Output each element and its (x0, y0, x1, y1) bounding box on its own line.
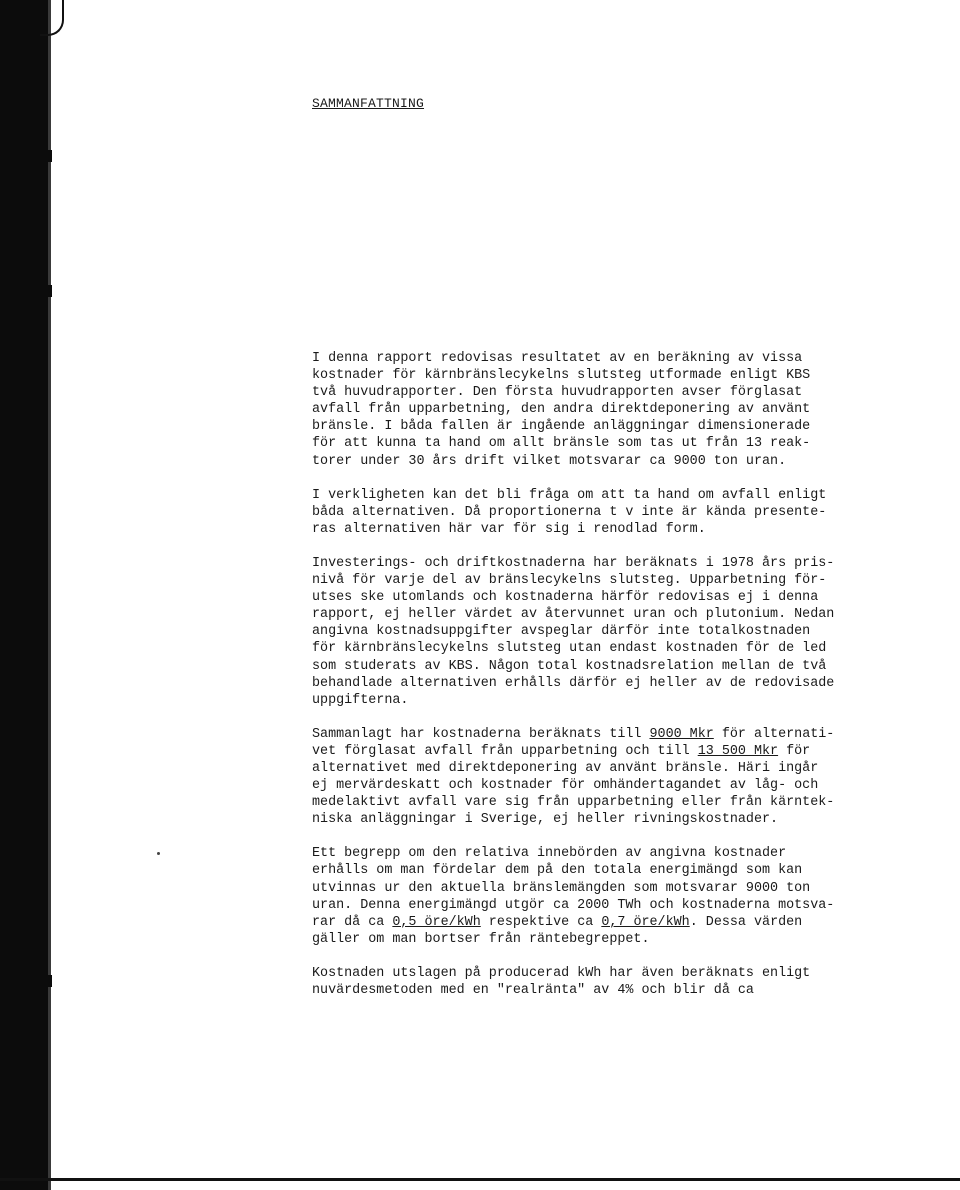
binding-strip (0, 0, 48, 1190)
text-line: uran. Denna energimängd utgör ca 2000 TWh och kostnaderna motsva- (312, 897, 835, 913)
cost-figure: 0,5 öre/kWh (392, 914, 481, 930)
text-line: för att kunna ta hand om allt bränsle som tas ut från 13 reak- (312, 436, 811, 452)
scan-speck (157, 852, 160, 855)
binding-edge (48, 0, 51, 1190)
text-line: behandlade alternativen erhålls därför ej heller av de redovisade (312, 675, 835, 691)
text-line: uppgifterna. (312, 692, 409, 708)
text-line: I verkligheten kan det bli fråga om att ta hand om avfall enligt (312, 487, 827, 503)
text-line: alternativet med direktdeponering av använt bränsle. Häri ingår (312, 760, 819, 776)
text-line: bränsle. I båda fallen är ingående anläggningar dimensionerade (312, 419, 811, 435)
text-line: utses ske utomlands och kostnaderna härför redovisas ej i denna (312, 590, 819, 606)
text-line: för kärnbränslecykelns slutsteg utan endast kostnaden för de led (312, 641, 827, 657)
text-line: nivå för varje del av bränslecykelns slutsteg. Upparbetning för- (312, 573, 827, 589)
page-title: SAMMANFATTNING (312, 96, 425, 111)
paragraph (312, 845, 872, 948)
scan-corner-mark (40, 0, 64, 36)
text-line: medelaktivt avfall vare sig från upparbetning eller från kärntek- (312, 795, 835, 811)
binding-notch (44, 285, 52, 297)
text-line: två huvudrapporter. Den första huvudrapporten avser förglasat (312, 385, 803, 401)
text-line: avfall från upparbetning, den andra direktdeponering av använt (312, 402, 811, 418)
text-line: erhålls om man fördelar dem på den totala energimängd som kan (312, 863, 803, 879)
text-line: gäller om man bortser från räntebegreppet. (312, 931, 650, 947)
text-line: Sammanlagt har kostnaderna beräknats till 9000 Mkr för alternati- (312, 726, 835, 742)
text-line: kostnader för kärnbränslecykelns slutsteg utformade enligt KBS (312, 368, 811, 384)
text-line: angivna kostnadsuppgifter avspeglar därför inte totalkostnaden (312, 624, 811, 640)
text-line: I denna rapport redovisas resultatet av en beräkning av vissa (312, 351, 803, 366)
cost-figure: 13 500 Mkr (697, 743, 779, 759)
text-line: Ett begrepp om den relativa innebörden av angivna kostnader (312, 846, 787, 862)
text-line: vet förglasat avfall från upparbetning och till 13 500 Mkr för (312, 743, 811, 759)
text-line: rapport, ej heller värdet av återvunnet uran och plutonium. Nedan (312, 607, 835, 623)
text-line: torer under 30 års drift vilket motsvarar ca 9000 ton uran. (312, 453, 787, 469)
text-line: ej mervärdeskatt och kostnader för omhändertagandet av låg- och (312, 778, 819, 794)
text-line: Investerings- och driftkostnaderna har beräknats i 1978 års pris- (312, 555, 835, 571)
text-line: båda alternativen. Då proportionerna t v inte är kända presente- (312, 504, 827, 520)
text-line: nuvärdesmetoden med en "realränta" av 4% och blir då ca (312, 983, 754, 998)
text-line: rar då ca 0,5 öre/kWh respektive ca 0,7 öre/kWh. Dessa värden (312, 914, 803, 930)
cost-figure: 9000 Mkr (649, 726, 714, 742)
cost-figure: 0,7 öre/kWh (601, 914, 690, 930)
text-line: ras alternativen här var för sig i renodlad form. (312, 521, 706, 537)
paragraph (312, 555, 872, 709)
page-bottom-rule (0, 1178, 960, 1181)
text-line: niska anläggningar i Sverige, ej heller rivningskostnader. (312, 812, 779, 828)
binding-notch (44, 975, 52, 987)
paragraph (312, 965, 872, 999)
text-line: Kostnaden utslagen på producerad kWh har även beräknats enligt (312, 965, 811, 981)
summary-body (312, 350, 872, 1016)
paragraph (312, 487, 872, 538)
paragraph (312, 726, 872, 829)
paragraph (312, 350, 872, 470)
binding-notch (44, 150, 52, 162)
text-line: som studerats av KBS. Någon total kostnadsrelation mellan de två (312, 658, 827, 674)
text-line: utvinnas ur den aktuella bränslemängden som motsvarar 9000 ton (312, 880, 811, 896)
